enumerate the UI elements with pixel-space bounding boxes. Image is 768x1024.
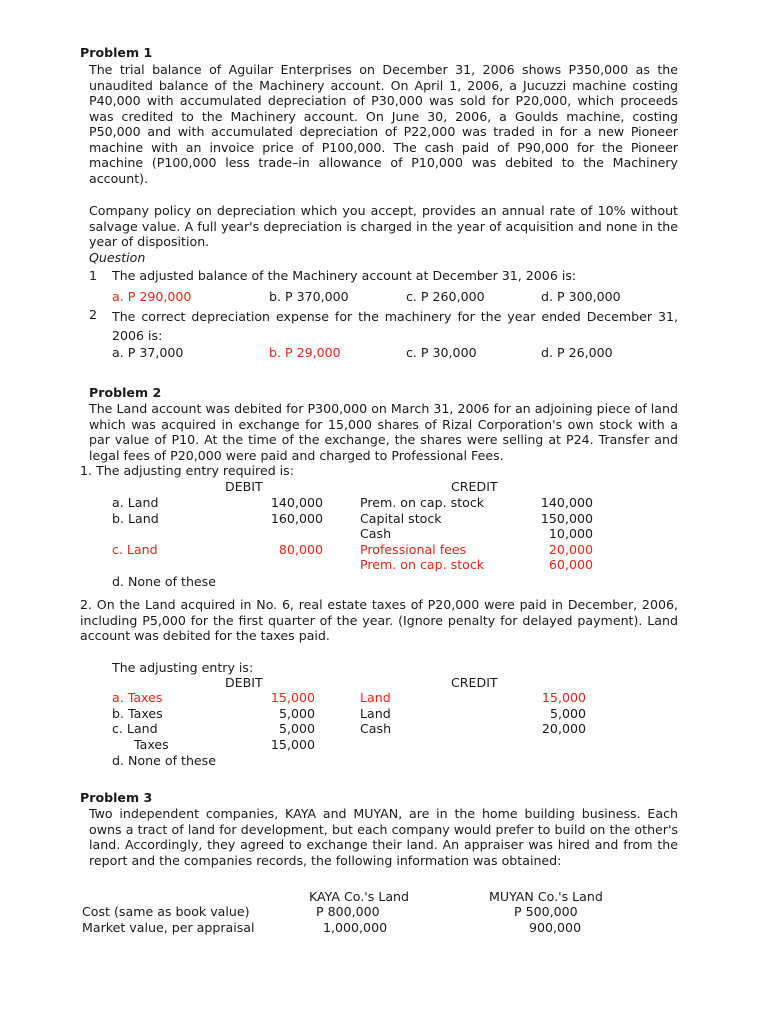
problem-1-paragraph: The trial balance of Aguilar Enterprises on December 31, 2006 shows P350,000 as the unaudited balance of the Machinery account. On April 1, 2006, a Jucuzzi machine costing P40,000 with accumulated depreciation of P30,000 was sold for P20,000, which proceeds was credited to the Machinery account. On June 30, 2006, a Goulds machine, costing P50,000 and with accumulated depreciation of P22,000 was traded in for a new Pioneer machine with an invoice price of P100,000. The cash paid of P90,000 for the Pioneer machine (P100,000 less trade–in allowance of P10,000 was debited to the Machinery account). bbox=[89, 62, 678, 186]
p2-q1-a-credit-amount: 140,000 bbox=[540, 495, 593, 510]
p2-q2-credit-header: CREDIT bbox=[451, 675, 498, 690]
p2-question-1-text: 1. The adjusting entry required is: bbox=[80, 463, 294, 478]
p2-q2-c-debit-account-2: Taxes bbox=[134, 737, 169, 752]
p2-q2-a-credit-amount: 15,000 bbox=[541, 690, 586, 705]
p2-q1-a-credit-account: Prem. on cap. stock bbox=[360, 495, 485, 510]
q1-choice-a-answer: a. P 290,000 bbox=[112, 289, 192, 304]
p2-question-2-paragraph: 2. On the Land acquired in No. 6, real estate taxes of P20,000 were paid in December, 2006, including P5,000 for the first quarter of the year. (Ignore penalty for delayed payment). Land account was debited for the taxes paid. bbox=[80, 597, 678, 643]
problem-2-title: Problem 2 bbox=[89, 385, 162, 400]
p2-q2-c-debit-amount-2: 15,000 bbox=[270, 737, 315, 752]
q1-choice-c: c. P 260,000 bbox=[406, 289, 485, 304]
p2-q2-b-debit-account: b. Taxes bbox=[112, 706, 163, 721]
p3-row-market-label: Market value, per appraisal bbox=[82, 920, 255, 935]
question-1-text: The adjusted balance of the Machinery account at December 31, 2006 is: bbox=[112, 268, 577, 283]
p2-q2-a-debit-account-answer: a. Taxes bbox=[112, 690, 163, 705]
p2-q1-c-credit-account: Professional fees bbox=[360, 542, 467, 557]
p2-q1-c-debit-account-answer: c. Land bbox=[112, 542, 158, 557]
p3-col-kaya-header: KAYA Co.'s Land bbox=[309, 889, 410, 904]
q2-choice-a: a. P 37,000 bbox=[112, 345, 184, 360]
p3-row-cost-kaya: P 800,000 bbox=[316, 904, 380, 919]
p2-q1-b-credit-account: Capital stock bbox=[360, 511, 442, 526]
p2-q2-c-credit-amount: 20,000 bbox=[541, 721, 586, 736]
p2-q2-b-debit-amount: 5,000 bbox=[278, 706, 315, 721]
p2-q2-b-credit-account: Land bbox=[360, 706, 391, 721]
p2-q1-b-credit-amount-2: 10,000 bbox=[548, 526, 593, 541]
p2-q2-d: d. None of these bbox=[112, 753, 216, 768]
p2-q1-c-credit-amount-2: 60,000 bbox=[548, 557, 593, 572]
p2-q1-b-credit-amount: 150,000 bbox=[540, 511, 593, 526]
p2-q1-b-debit-amount: 160,000 bbox=[270, 511, 323, 526]
question-label: Question bbox=[89, 250, 146, 265]
question-2-text: The correct depreciation expense for the machinery for the year ended December 31, 2006 is: bbox=[112, 309, 678, 343]
p3-row-market-muyan: 900,000 bbox=[529, 920, 582, 935]
question-2-number: 2 bbox=[89, 307, 98, 322]
p2-q2-a-credit-account: Land bbox=[360, 690, 391, 705]
p2-q1-a-debit-account: a. Land bbox=[112, 495, 159, 510]
q1-choice-b: b. P 370,000 bbox=[269, 289, 349, 304]
p2-q1-b-credit-account-2: Cash bbox=[360, 526, 392, 541]
p2-q1-c-credit-account-2: Prem. on cap. stock bbox=[360, 557, 485, 572]
p3-row-cost-muyan: P 500,000 bbox=[514, 904, 578, 919]
p2-q2-c-debit-account: c. Land bbox=[112, 721, 158, 736]
p2-q1-c-debit-amount: 80,000 bbox=[278, 542, 323, 557]
p2-q1-c-credit-amount: 20,000 bbox=[548, 542, 593, 557]
p2-q2-b-credit-amount: 5,000 bbox=[549, 706, 586, 721]
p2-q2-c-debit-amount: 5,000 bbox=[278, 721, 315, 736]
q1-choice-d: d. P 300,000 bbox=[541, 289, 621, 304]
question-1-number: 1 bbox=[89, 268, 98, 283]
p2-q1-credit-header: CREDIT bbox=[451, 479, 498, 494]
q2-choice-c: c. P 30,000 bbox=[406, 345, 477, 360]
problem-3-paragraph: Two independent companies, KAYA and MUYAN, are in the home building business. Each owns a tract of land for development, but each company would prefer to build on the other's land. Accordingly, they agreed to exchange their land. An appraiser was hired and from the report and the companies records, the following information was obtained: bbox=[89, 806, 678, 868]
q2-choice-d: d. P 26,000 bbox=[541, 345, 613, 360]
p2-q2-debit-header: DEBIT bbox=[225, 675, 263, 690]
problem-3-title: Problem 3 bbox=[80, 790, 153, 805]
p2-q1-debit-header: DEBIT bbox=[225, 479, 263, 494]
p2-q2-entry-label: The adjusting entry is: bbox=[112, 660, 254, 675]
p2-q1-a-debit-amount: 140,000 bbox=[270, 495, 323, 510]
p2-q2-c-credit-account: Cash bbox=[360, 721, 392, 736]
p3-row-market-kaya: 1,000,000 bbox=[323, 920, 388, 935]
p3-col-muyan-header: MUYAN Co.'s Land bbox=[489, 889, 603, 904]
q2-choice-b-answer: b. P 29,000 bbox=[269, 345, 341, 360]
p2-q1-d: d. None of these bbox=[112, 574, 216, 589]
p3-row-cost-label: Cost (same as book value) bbox=[82, 904, 250, 919]
problem-1-title: Problem 1 bbox=[80, 45, 153, 60]
p2-q2-a-debit-amount: 15,000 bbox=[270, 690, 315, 705]
p2-q1-b-debit-account: b. Land bbox=[112, 511, 159, 526]
problem-1-policy-paragraph: Company policy on depreciation which you accept, provides an annual rate of 10% without salvage value. A full year's depreciation is charged in the year of acquisition and none in the year of disposition. bbox=[89, 203, 678, 249]
problem-2-paragraph: The Land account was debited for P300,000 on March 31, 2006 for an adjoining piece of land which was acquired in exchange for 15,000 shares of Rizal Corporation's own stock with a par value of P10. At the time of the exchange, the shares were selling at P24. Transfer and legal fees of P20,000 were paid and charged to Professional Fees. bbox=[89, 401, 678, 463]
